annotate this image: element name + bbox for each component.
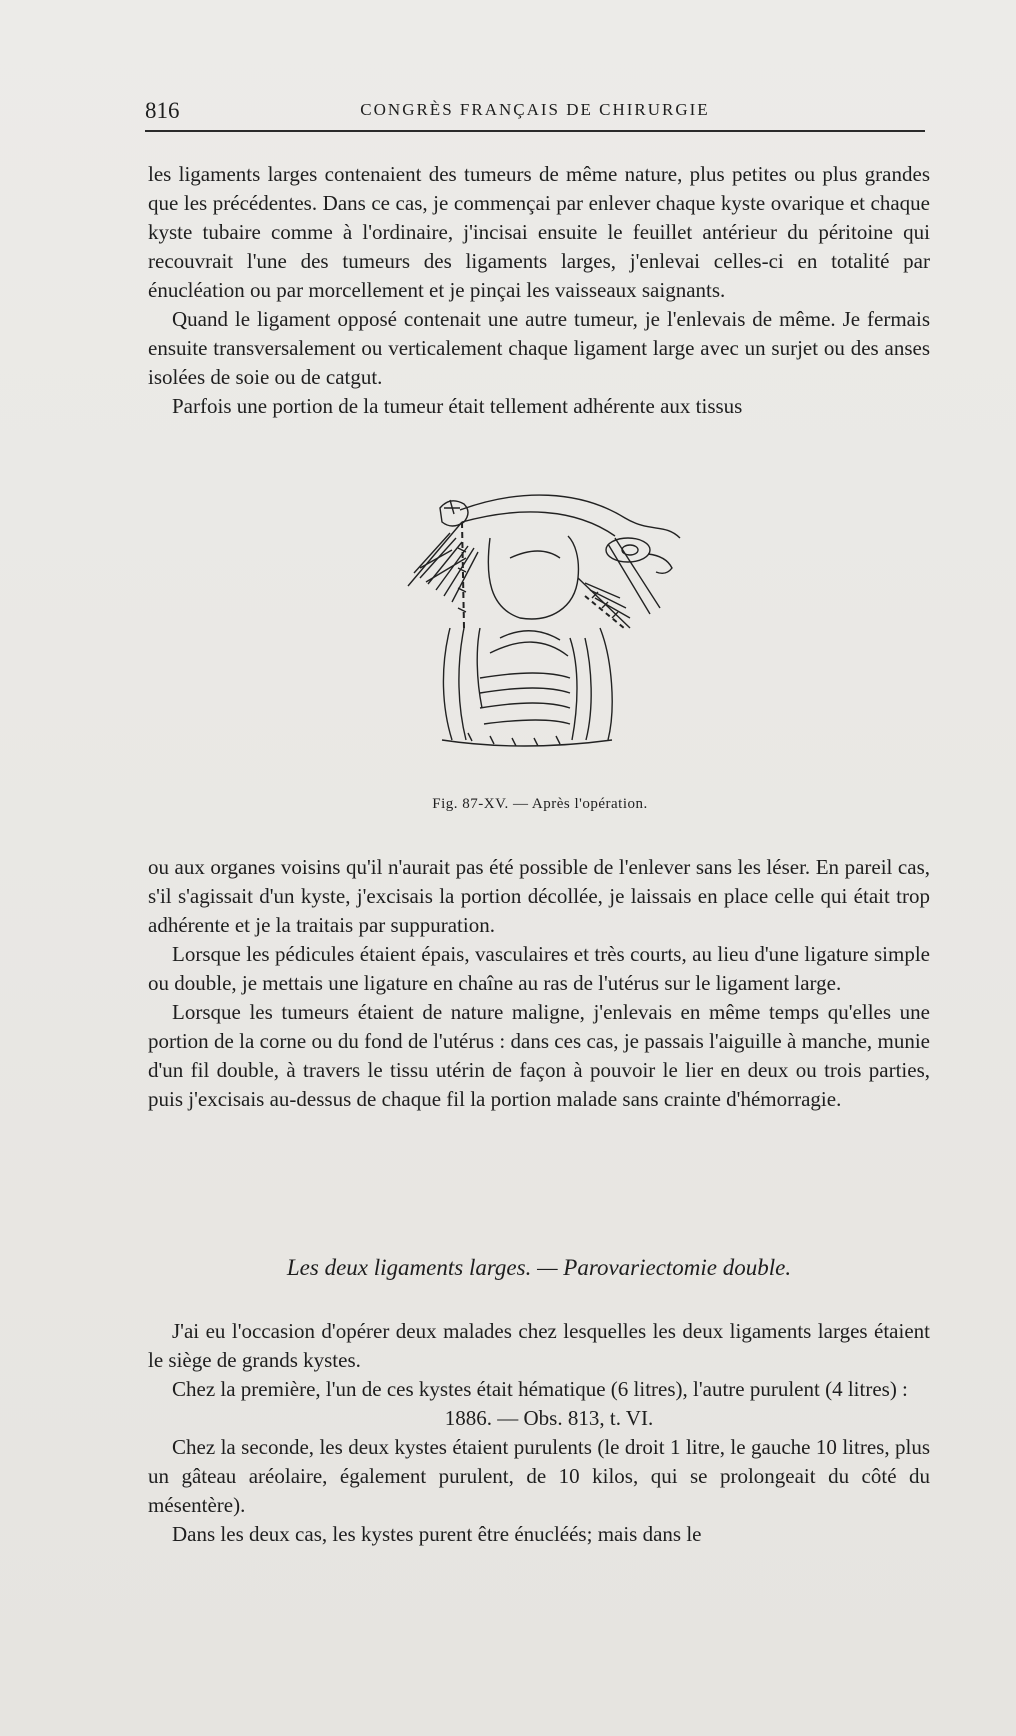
observation-reference: 1886. — Obs. 813, t. VI. — [444, 1406, 654, 1430]
text-block-bottom — [148, 1317, 930, 1549]
paragraph: Parfois une portion de la tumeur était tellement adhérente aux tissus — [172, 394, 743, 418]
section-title: Les deux ligaments larges. — Parovariectomie double. — [286, 1255, 792, 1280]
surgical-illustration — [380, 478, 720, 788]
page-header — [145, 96, 925, 132]
paragraph: J'ai eu l'occasion d'opérer deux malades chez lesquelles les deux ligaments larges étaient le siège de grands kystes. — [148, 1319, 930, 1372]
paragraph: Chez la première, l'un de ces kystes était hématique (6 litres), l'autre purulent (4 litres) : — [172, 1377, 908, 1401]
figure-caption: Fig. 87-XV. — Après l'opération. — [432, 796, 648, 812]
paragraph: Quand le ligament opposé contenait une autre tumeur, je l'enlevais de même. Je fermais ensuite transversalement ou verticalement chaque ligament large avec un surjet ou des anses isolées de soie ou de catgut. — [148, 307, 930, 389]
paragraph: les ligaments larges contenaient des tumeurs de même nature, plus petites ou plus grandes que les précédentes. Dans ce cas, je commençai par enlever chaque kyste ovarique et chaque kyste tubaire comme à l'ordinaire, j'incisai ensuite le feuillet antérieur du péritoine qui recouvrait l'une des tumeurs des ligaments larges, j'enlevai celles-ci en totalité par énucléation ou par morcellement et je pinçai les vaisseaux saignants. — [148, 162, 930, 302]
paragraph: Dans les deux cas, les kystes purent être énucléés; mais dans le — [172, 1522, 702, 1546]
text-block-top — [148, 160, 930, 421]
paragraph: Chez la seconde, les deux kystes étaient purulents (le droit 1 litre, le gauche 10 litres, plus un gâteau aréolaire, également purulent, de 10 kilos, qui se prolongeait du côté du mésentère). — [148, 1435, 930, 1517]
paragraph: Lorsque les tumeurs étaient de nature maligne, j'enlevais en même temps qu'elles une portion de la corne ou du fond de l'utérus : dans ces cas, je passais l'aiguille à manche, munie d'un fil double, à travers le tissu utérin de façon à pouvoir le lier en deux ou trois parties, puis j'excisais au-dessus de chaque fil la portion malade sans crainte d'hémorragie. — [148, 1000, 930, 1111]
paragraph: ou aux organes voisins qu'il n'aurait pas été possible de l'enlever sans les léser. En pareil cas, s'il s'agissait d'un kyste, j'excisais la portion décollée, je laissais en place celle qui était trop adhérente et je la traitais par suppuration. — [148, 855, 930, 937]
paragraph: Lorsque les pédicules étaient épais, vasculaires et très courts, au lieu d'une ligature simple ou double, je mettais une ligature en chaîne au ras de l'utérus sur le ligament large. — [148, 942, 930, 995]
page-number: 816 — [145, 98, 180, 123]
running-title: CONGRÈS FRANÇAIS DE CHIRURGIE — [360, 100, 710, 119]
text-block-middle — [148, 853, 930, 1114]
